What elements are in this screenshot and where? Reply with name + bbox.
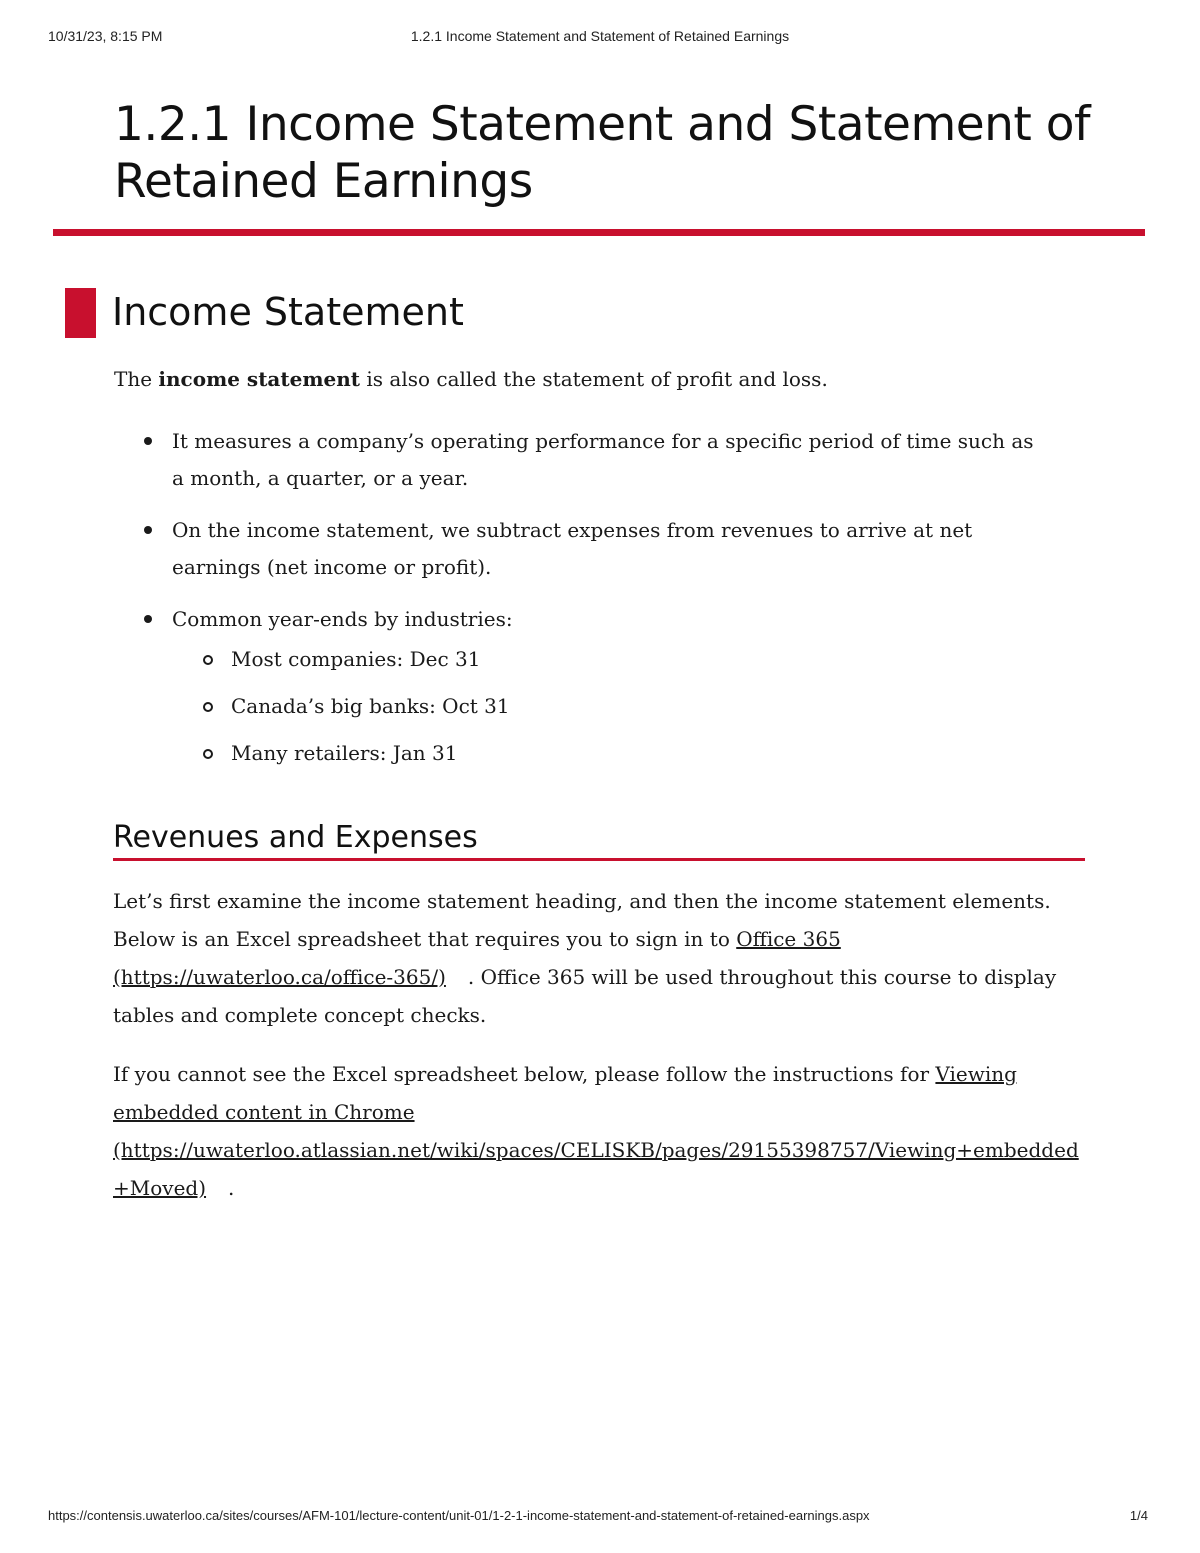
sub-list-item: Most companies: Dec 31 [172, 641, 1044, 678]
income-statement-heading: Income Statement [112, 290, 464, 334]
page-title [114, 96, 1114, 210]
list-item: It measures a company’s operating performance for a specific period of time such as a month, a quarter, or a year. [114, 423, 1044, 497]
income-statement-bullets [114, 423, 1044, 787]
office-365-link[interactable]: Office 365 (https://uwaterloo.ca/office-365/) [113, 927, 841, 989]
page-title-line2: Retained Earnings [114, 154, 533, 209]
print-header [0, 28, 1200, 48]
print-datetime: 10/31/23, 8:15 PM [48, 28, 163, 44]
list-item: Common year-ends by industries: Most companies: Dec 31 Canada’s big banks: Oct 31 Many retailers: Jan 31 [114, 601, 1044, 772]
income-statement-intro [114, 363, 1074, 395]
page-number: 1/4 [1129, 1508, 1148, 1523]
print-footer [0, 1508, 1200, 1528]
revenues-expenses-paragraph-2: If you cannot see the Excel spreadsheet below, please follow the instructions for Viewing embedded content in Chrome (https://uwaterloo.atlassian.net/wiki/spaces/CELISKB/pages/29155398757/Viewing+embedded +Moved) . [113, 1062, 1079, 1200]
intro-prefix: The [114, 367, 159, 391]
list-item: On the income statement, we subtract expenses from revenues to arrive at net earnings (net income or profit). [114, 512, 1044, 586]
print-footer-url: https://contensis.uwaterloo.ca/sites/courses/AFM-101/lecture-content/unit-01/1-2-1-income-statement-and-statement-of-retained-earnings.aspx [48, 1508, 870, 1523]
print-doc-title: 1.2.1 Income Statement and Statement of Retained Earnings [410, 28, 790, 44]
sub-list-item: Many retailers: Jan 31 [172, 735, 1044, 772]
viewing-embedded-content-link[interactable]: Viewing embedded content in Chrome (https://uwaterloo.atlassian.net/wiki/spaces/CELISKB/pages/29155398757/Viewing+embedded +Moved) [113, 1062, 1079, 1200]
heading-accent-bar [65, 288, 96, 338]
sub-list-item: Canada’s big banks: Oct 31 [172, 688, 1044, 725]
intro-suffix: is also called the statement of profit and loss. [360, 367, 828, 391]
intro-bold-term: income statement [158, 367, 361, 391]
revenues-expenses-heading: Revenues and Expenses [113, 818, 1085, 861]
page-title-line1: 1.2.1 Income Statement and Statement of [114, 97, 1091, 152]
title-divider [53, 229, 1145, 236]
revenues-expenses-paragraph-1: Let’s first examine the income statement heading, and then the income statement elements. Below is an Excel spreadsheet that requires you to sign in to Office 365 (https://uwaterloo.ca/office-365/) . Office 365 will be used throughout this course to display tables and complete concept checks. [113, 889, 1057, 1027]
year-end-sub-list [172, 641, 1044, 772]
